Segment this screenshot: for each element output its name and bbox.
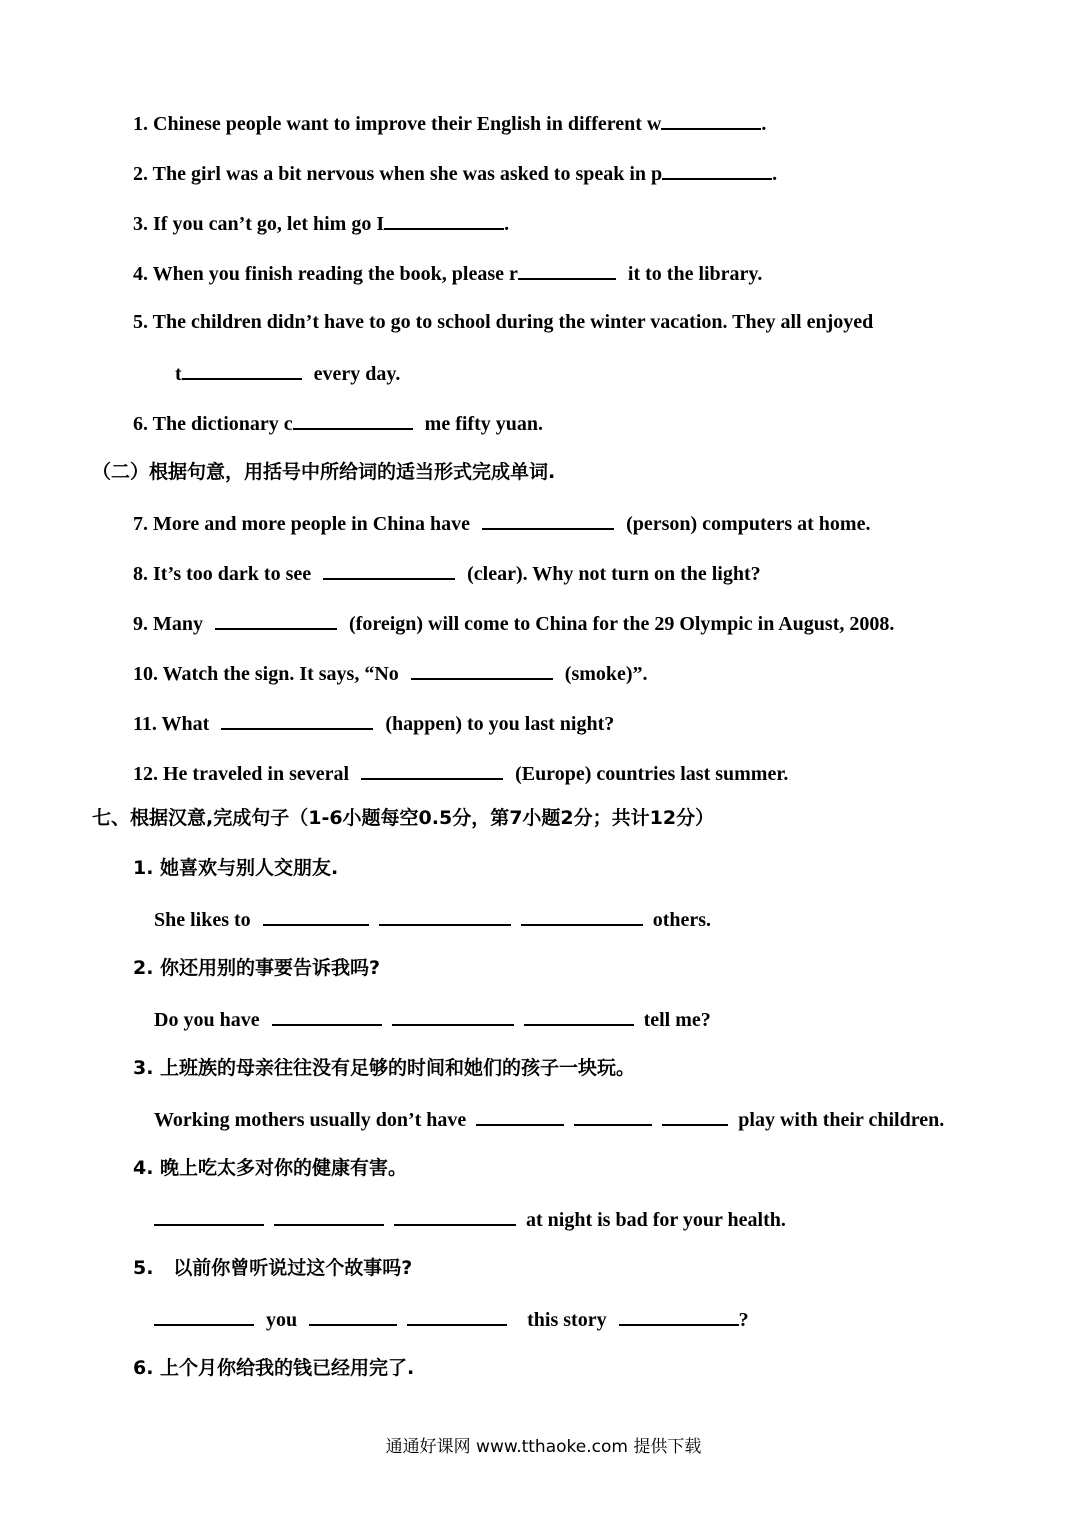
- q5-text: 5. The children didn’t have to go to school during the winter vacation. They all enjoyed: [133, 311, 874, 333]
- q11-line: [133, 710, 614, 736]
- q10-blank[interactable]: [411, 660, 553, 680]
- q9-after: (foreign) will come to China for the 29 Olympic in August, 2008.: [349, 613, 895, 635]
- s1-line: [154, 906, 711, 932]
- s5-blank-2[interactable]: [309, 1306, 397, 1326]
- q12-blank[interactable]: [361, 760, 503, 780]
- s4-chinese: 4. 晚上吃太多对你的健康有害。: [133, 1157, 408, 1179]
- s3-blank-1[interactable]: [476, 1106, 564, 1126]
- s4-line: [154, 1206, 786, 1232]
- q7-before: 7. More and more people in China have: [133, 513, 471, 535]
- q8-after: (clear). Why not turn on the light?: [467, 563, 761, 585]
- q5-end: every day.: [313, 363, 401, 385]
- q12-after: (Europe) countries last summer.: [515, 763, 789, 785]
- q4-letter: r: [509, 263, 518, 285]
- q1-text: 1. Chinese people want to improve their English in different: [133, 113, 647, 135]
- s5-blank-1[interactable]: [154, 1306, 254, 1326]
- s1-blank-2[interactable]: [379, 906, 511, 926]
- q4-text: 4. When you finish reading the book, please: [133, 263, 510, 285]
- s3-line: [154, 1106, 944, 1132]
- s2-blank-2[interactable]: [392, 1006, 514, 1026]
- q4-blank[interactable]: [518, 260, 616, 280]
- q1-end: .: [761, 113, 767, 135]
- q9-before: 9. Many: [133, 613, 203, 635]
- q6-end: me fifty yuan.: [424, 413, 543, 435]
- q1-line: [133, 110, 766, 136]
- q8-before: 8. It’s too dark to see: [133, 563, 312, 585]
- s3-blank-2[interactable]: [574, 1106, 652, 1126]
- s3-after: play with their children.: [738, 1109, 945, 1131]
- s4-after: at night is bad for your health.: [526, 1209, 786, 1231]
- q8-line: [133, 560, 761, 586]
- q2-letter: p: [651, 163, 663, 185]
- s4-blank-1[interactable]: [154, 1206, 264, 1226]
- s5-blank-4[interactable]: [619, 1306, 739, 1326]
- q2-blank[interactable]: [662, 160, 772, 180]
- q6-text: 6. The dictionary: [133, 413, 284, 435]
- s1-chinese: 1. 她喜欢与别人交朋友.: [133, 857, 339, 879]
- q8-blank[interactable]: [323, 560, 455, 580]
- q10-line: [133, 660, 648, 686]
- q3-letter: I: [376, 213, 385, 235]
- q10-before: 10. Watch the sign. It says, “No: [133, 663, 399, 685]
- q3-end: .: [504, 213, 510, 235]
- q12-line: [133, 760, 788, 786]
- footer-text: 通通好课网 www.tthaoke.com 提供下载: [385, 1437, 702, 1457]
- s5-blank-3[interactable]: [407, 1306, 507, 1326]
- s2-blank-1[interactable]: [272, 1006, 382, 1026]
- s4-blank-3[interactable]: [394, 1206, 516, 1226]
- s6-chinese: 6. 上个月你给我的钱已经用完了.: [133, 1357, 415, 1379]
- q10-after: (smoke)”.: [564, 663, 648, 685]
- s5-mid2: this story: [527, 1309, 607, 1331]
- q5-blank[interactable]: [182, 360, 302, 380]
- s1-blank-1[interactable]: [263, 906, 369, 926]
- q11-before: 11. What: [133, 713, 210, 735]
- q4-end: it to the library.: [627, 263, 763, 285]
- s4-blank-2[interactable]: [274, 1206, 384, 1226]
- q5-line-2: [175, 360, 400, 386]
- q3-text: 3. If you can’t go, let him go: [133, 213, 377, 235]
- q2-text: 2. The girl was a bit nervous when she was asked to speak in: [133, 163, 652, 185]
- q2-end: .: [772, 163, 778, 185]
- q6-letter: c: [283, 413, 293, 435]
- q1-blank[interactable]: [661, 110, 761, 130]
- s1-after: others.: [652, 909, 712, 931]
- part-b-heading: （二）根据句意，用括号中所给词的适当形式完成单词.: [92, 461, 556, 483]
- q7-blank[interactable]: [482, 510, 614, 530]
- s2-before: Do you have: [154, 1009, 260, 1031]
- s3-before: Working mothers usually don’t have: [154, 1109, 467, 1131]
- s5-line: [154, 1306, 749, 1332]
- s2-line: [154, 1006, 711, 1032]
- s3-chinese: 3. 上班族的母亲往往没有足够的时间和她们的孩子一块玩。: [133, 1057, 636, 1079]
- s2-chinese: 2. 你还用别的事要告诉我吗?: [133, 957, 381, 979]
- section7-heading: 七、根据汉意,完成句子（1-6小题每空0.5分，第7小题2分；共计12分）: [92, 807, 715, 829]
- q9-blank[interactable]: [215, 610, 337, 630]
- q4-line: [133, 260, 762, 286]
- q5-line: [133, 310, 873, 334]
- q12-before: 12. He traveled in several: [133, 763, 350, 785]
- s5-mid1: you: [266, 1309, 298, 1331]
- q11-after: (happen) to you last night?: [385, 713, 615, 735]
- s5-end: ?: [738, 1309, 749, 1331]
- q1-letter: w: [646, 113, 662, 135]
- q6-blank[interactable]: [293, 410, 413, 430]
- q5-letter: t: [175, 363, 182, 385]
- s3-blank-3[interactable]: [662, 1106, 728, 1126]
- q7-line: [133, 510, 870, 536]
- q3-blank[interactable]: [384, 210, 504, 230]
- s1-blank-3[interactable]: [521, 906, 643, 926]
- q11-blank[interactable]: [221, 710, 373, 730]
- q3-line: [133, 210, 509, 236]
- q2-line: [133, 160, 777, 186]
- q9-line: [133, 610, 894, 636]
- s1-before: She likes to: [154, 909, 251, 931]
- s2-blank-3[interactable]: [524, 1006, 634, 1026]
- q6-line: [133, 410, 543, 436]
- q7-after: (person) computers at home.: [626, 513, 871, 535]
- s5-chinese: 5. 以前你曾听说过这个故事吗?: [133, 1257, 413, 1279]
- s2-after: tell me?: [643, 1009, 711, 1031]
